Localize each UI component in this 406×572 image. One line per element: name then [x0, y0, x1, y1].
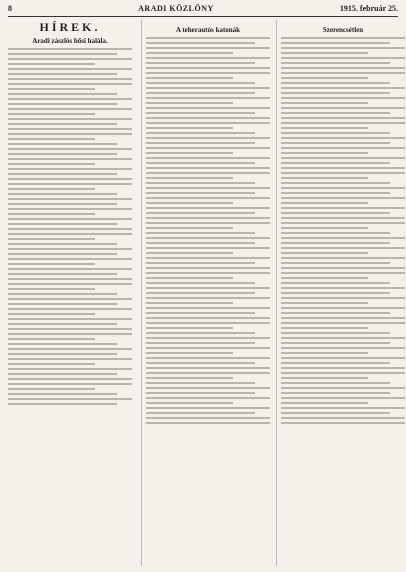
unreadable-text-line	[281, 177, 368, 179]
unreadable-text-line	[281, 162, 390, 164]
article-title: Aradi zászlós hősi halála.	[32, 37, 108, 45]
unreadable-text-line	[146, 277, 233, 279]
unreadable-text-line	[146, 147, 270, 149]
unreadable-text-line	[8, 48, 132, 50]
unreadable-text-line	[8, 138, 95, 140]
unreadable-text-line	[146, 57, 270, 59]
unreadable-text-line	[146, 127, 233, 129]
unreadable-text-line	[146, 337, 270, 339]
unreadable-text-line	[146, 412, 255, 414]
unreadable-text-line	[146, 232, 255, 234]
unreadable-text-line	[281, 72, 405, 74]
page-header	[8, 4, 398, 17]
unreadable-text-line	[146, 212, 255, 214]
unreadable-text-line	[8, 403, 117, 405]
masthead: ARADI KÖZLÖNY	[138, 4, 214, 13]
unreadable-text-line	[146, 352, 233, 354]
unreadable-text-line	[146, 142, 255, 144]
unreadable-text-line	[146, 387, 270, 389]
unreadable-text-line	[146, 357, 270, 359]
unreadable-text-line	[146, 117, 270, 119]
unreadable-text-line	[8, 63, 95, 65]
unreadable-text-line	[146, 257, 270, 259]
unreadable-text-line	[8, 133, 132, 135]
unreadable-text-line	[146, 67, 270, 69]
unreadable-text-line	[8, 293, 117, 295]
unreadable-text-line	[281, 422, 405, 424]
unreadable-text-line	[281, 182, 390, 184]
unreadable-text-line	[8, 83, 132, 85]
unreadable-text-line	[8, 258, 132, 260]
unreadable-text-line	[8, 383, 132, 385]
unreadable-text-line	[281, 382, 390, 384]
unreadable-text-line	[146, 342, 255, 344]
unreadable-text-line	[8, 73, 117, 75]
unreadable-text-line	[146, 47, 270, 49]
unreadable-text-line	[8, 348, 132, 350]
unreadable-text-line	[281, 127, 368, 129]
unreadable-text-line	[281, 332, 390, 334]
unreadable-text-line	[8, 238, 95, 240]
unreadable-text-line	[8, 223, 117, 225]
unreadable-text-line	[281, 77, 368, 79]
article-title: Szerencsétlen	[322, 26, 364, 34]
unreadable-text-line	[8, 308, 132, 310]
unreadable-text-line	[8, 328, 132, 330]
unreadable-text-line	[8, 303, 117, 305]
unreadable-text-line	[8, 163, 95, 165]
unreadable-text-line	[146, 152, 233, 154]
unreadable-text-line	[281, 247, 405, 249]
unreadable-text-line	[281, 312, 390, 314]
unreadable-text-line	[281, 157, 405, 159]
unreadable-text-line	[281, 52, 368, 54]
unreadable-text-line	[281, 67, 405, 69]
unreadable-text-line	[281, 347, 405, 349]
unreadable-text-line	[146, 222, 270, 224]
unreadable-text-line	[146, 422, 270, 424]
unreadable-text-line	[8, 188, 95, 190]
unreadable-text-line	[281, 322, 405, 324]
unreadable-text-line	[8, 338, 95, 340]
unreadable-text-line	[281, 42, 390, 44]
unreadable-text-line	[146, 217, 270, 219]
unreadable-text-line	[146, 242, 255, 244]
unreadable-text-line	[8, 98, 132, 100]
unreadable-text-line	[281, 337, 405, 339]
unreadable-text-line	[8, 108, 132, 110]
unreadable-text-line	[146, 167, 270, 169]
unreadable-text-line	[146, 92, 255, 94]
unreadable-text-line	[8, 213, 95, 215]
unreadable-text-line	[146, 417, 270, 419]
unreadable-text-line	[146, 87, 270, 89]
unreadable-text-line	[146, 327, 233, 329]
unreadable-text-line	[146, 182, 255, 184]
unreadable-text-line	[146, 282, 255, 284]
unreadable-text-line	[8, 273, 117, 275]
unreadable-text-line	[8, 393, 117, 395]
unreadable-text-line	[281, 197, 405, 199]
unreadable-text-line	[8, 193, 117, 195]
unreadable-text-line	[8, 288, 95, 290]
unreadable-text-line	[281, 222, 405, 224]
unreadable-text-line	[146, 332, 255, 334]
unreadable-text-line	[8, 53, 117, 55]
unreadable-text-line	[146, 187, 270, 189]
unreadable-text-line	[146, 312, 255, 314]
unreadable-text-line	[8, 93, 117, 95]
unreadable-text-line	[146, 137, 270, 139]
unreadable-text-line	[146, 292, 255, 294]
unreadable-text-line	[146, 237, 270, 239]
unreadable-body-text-2	[146, 37, 270, 424]
unreadable-text-line	[146, 202, 233, 204]
unreadable-text-line	[146, 122, 270, 124]
column-1	[8, 20, 132, 566]
unreadable-text-line	[281, 412, 390, 414]
unreadable-text-line	[8, 228, 132, 230]
unreadable-text-line	[146, 297, 270, 299]
unreadable-text-line	[8, 168, 132, 170]
unreadable-text-line	[146, 77, 233, 79]
unreadable-text-line	[146, 197, 270, 199]
unreadable-text-line	[146, 52, 233, 54]
unreadable-text-line	[281, 392, 390, 394]
unreadable-text-line	[281, 132, 390, 134]
unreadable-text-line	[146, 82, 255, 84]
unreadable-text-line	[281, 287, 405, 289]
unreadable-text-line	[146, 37, 270, 39]
unreadable-text-line	[8, 218, 132, 220]
unreadable-text-line	[146, 377, 233, 379]
unreadable-text-line	[281, 122, 405, 124]
unreadable-text-line	[281, 352, 368, 354]
unreadable-text-line	[146, 362, 255, 364]
unreadable-text-line	[146, 97, 270, 99]
unreadable-text-line	[281, 257, 405, 259]
unreadable-text-line	[146, 367, 270, 369]
unreadable-text-line	[281, 297, 405, 299]
unreadable-body-text-1	[8, 48, 132, 405]
unreadable-text-line	[8, 183, 132, 185]
unreadable-text-line	[281, 147, 405, 149]
unreadable-text-line	[146, 72, 270, 74]
unreadable-text-line	[8, 128, 132, 130]
unreadable-text-line	[146, 42, 255, 44]
unreadable-text-line	[8, 343, 117, 345]
unreadable-text-line	[281, 317, 405, 319]
unreadable-text-line	[8, 243, 117, 245]
unreadable-text-line	[146, 322, 270, 324]
unreadable-text-line	[146, 397, 270, 399]
unreadable-text-line	[146, 107, 270, 109]
unreadable-text-line	[8, 283, 132, 285]
unreadable-text-line	[281, 237, 405, 239]
unreadable-text-line	[146, 227, 233, 229]
unreadable-text-line	[146, 402, 233, 404]
unreadable-text-line	[281, 357, 405, 359]
unreadable-text-line	[8, 313, 95, 315]
unreadable-text-line	[281, 407, 405, 409]
unreadable-text-line	[146, 102, 233, 104]
unreadable-text-line	[8, 333, 132, 335]
unreadable-text-line	[281, 387, 405, 389]
unreadable-text-line	[8, 323, 117, 325]
unreadable-text-line	[8, 158, 132, 160]
unreadable-text-line	[8, 118, 132, 120]
unreadable-text-line	[146, 192, 255, 194]
unreadable-text-line	[8, 368, 132, 370]
unreadable-text-line	[281, 277, 368, 279]
unreadable-text-line	[281, 167, 405, 169]
unreadable-text-line	[281, 202, 368, 204]
unreadable-text-line	[8, 363, 95, 365]
unreadable-text-line	[8, 123, 117, 125]
unreadable-text-line	[281, 102, 368, 104]
unreadable-text-line	[8, 263, 95, 265]
unreadable-text-line	[8, 253, 117, 255]
unreadable-text-line	[8, 248, 132, 250]
unreadable-text-line	[8, 268, 132, 270]
unreadable-text-line	[281, 217, 405, 219]
unreadable-text-line	[8, 68, 132, 70]
unreadable-text-line	[281, 372, 405, 374]
unreadable-text-line	[281, 402, 368, 404]
unreadable-text-line	[281, 107, 405, 109]
unreadable-text-line	[8, 113, 95, 115]
unreadable-text-line	[146, 382, 255, 384]
unreadable-text-line	[281, 92, 390, 94]
unreadable-text-line	[281, 62, 390, 64]
unreadable-text-line	[8, 378, 132, 380]
unreadable-text-line	[281, 397, 405, 399]
unreadable-text-line	[146, 157, 270, 159]
unreadable-text-line	[281, 212, 390, 214]
unreadable-text-line	[281, 267, 405, 269]
unreadable-text-line	[8, 178, 132, 180]
unreadable-text-line	[281, 302, 368, 304]
unreadable-text-line	[281, 377, 368, 379]
unreadable-text-line	[281, 362, 390, 364]
unreadable-text-line	[281, 82, 390, 84]
unreadable-text-line	[281, 57, 405, 59]
page-number: 8	[8, 4, 12, 13]
unreadable-text-line	[146, 287, 270, 289]
unreadable-text-line	[281, 97, 405, 99]
unreadable-text-line	[281, 327, 368, 329]
unreadable-text-line	[146, 262, 255, 264]
unreadable-text-line	[281, 87, 405, 89]
unreadable-text-line	[146, 252, 233, 254]
unreadable-text-line	[8, 208, 132, 210]
unreadable-text-line	[146, 112, 255, 114]
section-headline: HÍREK.	[39, 20, 101, 34]
unreadable-text-line	[8, 143, 117, 145]
article-title: A teherautós katonák	[175, 26, 241, 34]
unreadable-text-line	[281, 187, 405, 189]
unreadable-text-line	[281, 207, 405, 209]
unreadable-text-line	[8, 233, 132, 235]
unreadable-text-line	[281, 152, 368, 154]
unreadable-text-line	[146, 392, 255, 394]
unreadable-text-line	[146, 302, 233, 304]
unreadable-text-line	[281, 137, 405, 139]
unreadable-body-text-3	[281, 37, 405, 424]
unreadable-text-line	[281, 262, 390, 264]
unreadable-text-line	[8, 373, 117, 375]
unreadable-text-line	[146, 347, 270, 349]
unreadable-text-line	[281, 172, 405, 174]
unreadable-text-line	[281, 292, 390, 294]
unreadable-text-line	[281, 282, 390, 284]
unreadable-text-line	[146, 132, 255, 134]
unreadable-text-line	[146, 62, 255, 64]
unreadable-text-line	[8, 358, 132, 360]
unreadable-text-line	[146, 307, 270, 309]
issue-date: 1915. február 25.	[339, 4, 398, 13]
unreadable-text-line	[8, 148, 132, 150]
unreadable-text-line	[281, 272, 405, 274]
unreadable-text-line	[281, 117, 405, 119]
unreadable-text-line	[8, 103, 117, 105]
unreadable-text-line	[146, 407, 270, 409]
unreadable-text-line	[146, 247, 270, 249]
unreadable-text-line	[146, 162, 255, 164]
unreadable-text-line	[8, 318, 132, 320]
unreadable-text-line	[146, 372, 270, 374]
unreadable-text-line	[146, 172, 270, 174]
column-2	[141, 20, 270, 566]
unreadable-text-line	[281, 227, 368, 229]
unreadable-text-line	[146, 207, 270, 209]
unreadable-text-line	[8, 278, 132, 280]
unreadable-text-line	[281, 112, 390, 114]
unreadable-text-line	[8, 88, 95, 90]
unreadable-text-line	[8, 203, 117, 205]
unreadable-text-line	[146, 272, 270, 274]
unreadable-text-line	[8, 198, 132, 200]
unreadable-text-line	[8, 353, 117, 355]
unreadable-text-line	[281, 252, 368, 254]
unreadable-text-line	[8, 78, 132, 80]
unreadable-text-line	[8, 398, 132, 400]
unreadable-text-line	[146, 177, 233, 179]
unreadable-text-line	[281, 417, 405, 419]
unreadable-text-line	[281, 47, 405, 49]
unreadable-text-line	[281, 192, 390, 194]
unreadable-text-line	[8, 388, 95, 390]
unreadable-text-line	[281, 142, 390, 144]
unreadable-text-line	[281, 242, 390, 244]
unreadable-text-line	[146, 267, 270, 269]
unreadable-text-line	[8, 58, 132, 60]
unreadable-text-line	[8, 298, 132, 300]
unreadable-text-line	[281, 367, 405, 369]
unreadable-text-line	[146, 317, 270, 319]
unreadable-text-line	[281, 37, 405, 39]
unreadable-text-line	[281, 307, 405, 309]
unreadable-text-line	[281, 232, 390, 234]
unreadable-text-line	[8, 153, 117, 155]
unreadable-text-line	[281, 342, 390, 344]
column-3	[276, 20, 405, 566]
unreadable-text-line	[8, 173, 117, 175]
